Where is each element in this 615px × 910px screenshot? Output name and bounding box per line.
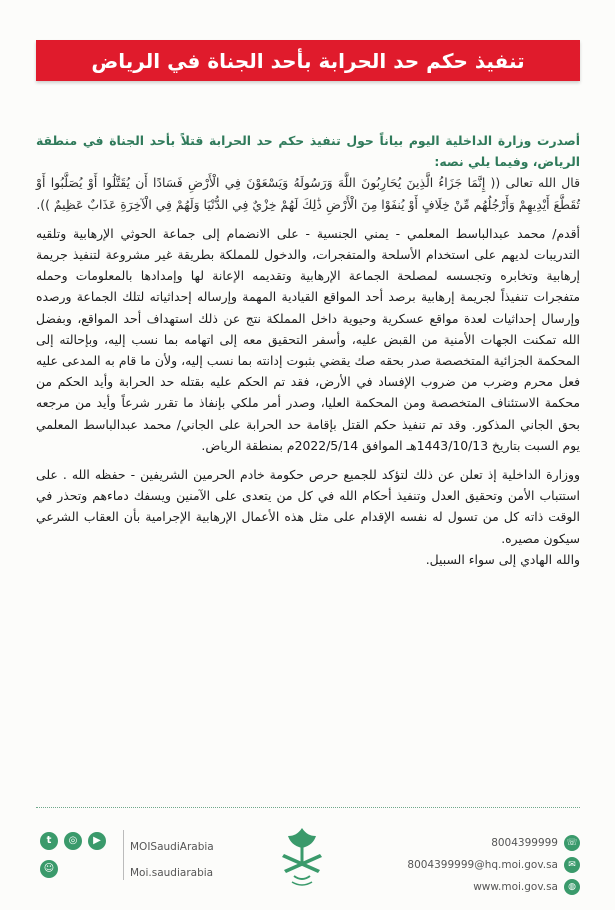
page-title: تنفيذ حكم حد الحرابة بأحد الجناة في الرياض [91, 48, 525, 73]
phone-row[interactable] [380, 832, 580, 854]
statement-body [36, 130, 580, 910]
social-handles [130, 834, 214, 886]
globe-icon: ◍ [564, 879, 580, 895]
social-handle[interactable]: MOISaudiArabia [130, 841, 214, 853]
website-row[interactable] [380, 876, 580, 898]
footer [36, 818, 580, 893]
mail-icon: ✉ [564, 857, 580, 873]
quran-quote: قال الله تعالى (( إِنَّمَا جَزَاءُ الَّذِينَ يُحَارِبُونَ اللَّهَ وَرَسُولَهُ وَيَسْعَوْنَ فِي الْأَرْضِ فَسَادًا أَن يُقَتَّلُوا أَوْ يُصَلَّبُوا أَوْ تُقَطَّعَ أَيْدِيهِمْ وَأَرْجُلُهُم مِّنْ خِلَافٍ أَوْ يُنفَوْا مِنَ الْأَرْضِ ذَٰلِكَ لَهُمْ خِزْيٌ فِي الدُّنْيَا وَلَهُمْ فِي الْآخِرَةِ عَذَابٌ عَظِيمٌ )). [36, 175, 580, 212]
closing-line: والله الهادي إلى سواء السبيل. [425, 551, 580, 567]
footer-separator [123, 830, 124, 880]
email-row[interactable] [380, 854, 580, 876]
social-icons [40, 832, 106, 850]
snapchat-icon[interactable]: ☺ [40, 860, 58, 878]
snapchat-icons [40, 860, 58, 878]
website-link[interactable]: www.moi.gov.sa [473, 881, 558, 893]
ministry-paragraph: ووزارة الداخلية إذ تعلن عن ذلك لتؤكد للجميع حرص حكومة خادم الحرمين الشريفين - حفظه الله . على استتباب الأمن وتحقيق العدل وتنفيذ أحكام الله في كل من يتعدى على الآمنين ويسفك دماءهم وتحذر في الوقت ذاته كل من تسول له نفسه الإقدام على مثل هذه الأعمال الإرهابية الإجرامية بأن العقاب الشرعي سيكون مصيره. [36, 467, 580, 546]
email-address[interactable]: 8004399999@hq.moi.gov.sa [407, 859, 558, 871]
statement-paragraph: أقدم/ محمد عبدالباسط المعلمي - يمني الجنسية - على الانضمام إلى جماعة الحوثي الإرهابية وتلقيه التدريبات لديهم على استخدام الأسلحة والمتفجرات، والدخول للمملكة بطريقة غير مشروعة لتنفيذ جريمة إرهابية وتخابره وتجسسه لمصلحة الجماعة الإرهابية وتقديمه الإعانة لها وإمدادها بالمعلومات وحمله متفجرات تنفيذاً لجريمة إرهابية برصد أحد المواقع القيادية المهمة وإرساله إحداثياته لتلك الجماعة ورصده وإرسال إحداثيات لعدة مواقع عسكرية وحيوية داخل المملكة نتج عن ذلك استهداف أحد المواقع، وبفضل الله تمكنت الجهات الأمنية من القبض عليه، وأسفر التحقيق معه إلى اتهامه بما نسب إليه، وبإحالته إلى المحكمة الجزائية المتخصصة صدر بحقه صك يقضي بثبوت إدانته بما نسب إليه، ولأن ما قام به المدعى عليه فعل محرم وضرب من ضروب الإفساد في الأرض، فقد تم الحكم عليه بقتله حد الحرابة وأيد الحكم من محكمة الاستئناف المتخصصة ومن المحكمة العليا، وصدر أمر ملكي بإنفاذ ما تقرر شرعاً وأيد من مرجعه بحق الجاني المذكور. وقد تم تنفيذ حكم القتل بإقامة حد الحرابة على الجاني/ محمد عبدالباسط المعلمي يوم السبت بتاريخ 1443/10/13هـ الموافق 2022/5/14م بمنطقة الرياض. [36, 225, 580, 453]
phone-icon: ☏ [564, 835, 580, 851]
lead-paragraph: أصدرت وزارة الداخلية اليوم بياناً حول تنفيذ حكم حد الحرابة قتلاً بأحد الجناة في منطقة الرياض، وفيما يلي نصه: [36, 133, 580, 170]
ministry-emblem-icon [272, 824, 332, 888]
footer-divider [36, 807, 580, 808]
title-banner [36, 40, 580, 81]
twitter-icon[interactable]: t [40, 832, 58, 850]
youtube-icon[interactable]: ▶ [88, 832, 106, 850]
contact-list [380, 832, 580, 898]
snapchat-handle[interactable]: Moi.saudiarabia [130, 867, 214, 879]
instagram-icon[interactable]: ◎ [64, 832, 82, 850]
phone-number[interactable]: 8004399999 [491, 837, 558, 849]
